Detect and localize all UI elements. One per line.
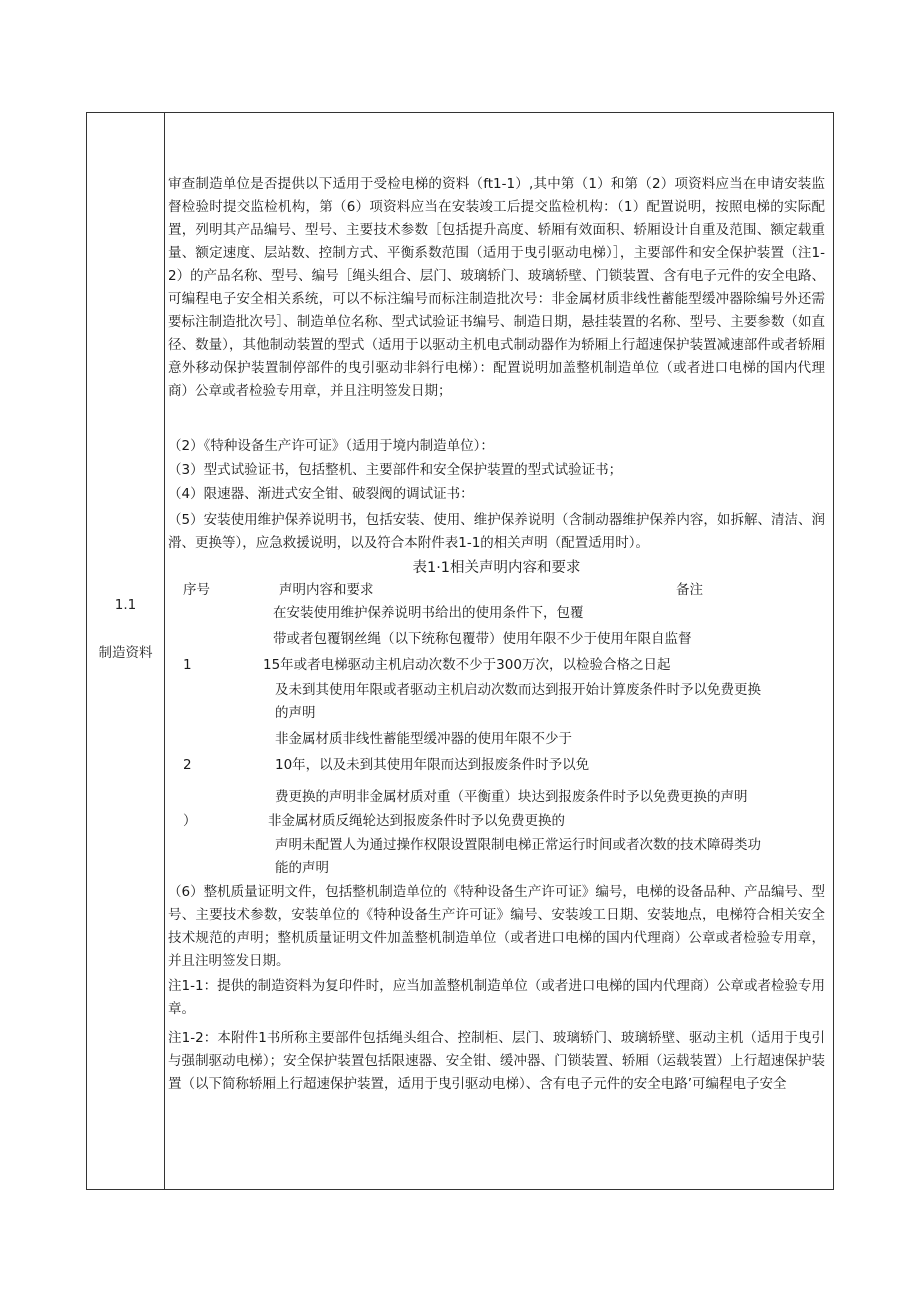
note-1-1: 注1-1：提供的制造资料为复印件时，应当加盖整机制造单位（或者进口电梯的国内代理商）公章或者检验专用章。	[168, 978, 825, 1017]
row-no-1: 1	[183, 657, 192, 673]
statement-line: 费更换的声明非金属材质对重（平衡重）块达到报废条件时予以免费更换的声明	[275, 789, 748, 805]
statement-line: 声明未配置人为通过操作权限设置限制电梯正常运行时间或者次数的技术障碍类功	[275, 837, 761, 853]
statement-line: 的声明	[275, 705, 316, 721]
item-2: （2）《特种设备生产许可证》（适用于境内制造单位）：	[168, 438, 494, 454]
statement-line: 15年或者电梯驱动主机启动次数不少于300万次，以检验合格之日起	[263, 657, 671, 673]
header-remark: 备注	[676, 582, 703, 598]
header-content: 声明内容和要求	[279, 582, 374, 598]
statement-line: 能的声明	[275, 860, 329, 876]
row-no-2: 2	[183, 757, 192, 773]
statement-line: 在安装使用维护保养说明书给出的使用条件下，包覆	[273, 605, 584, 621]
row-label: 制造资料	[98, 645, 153, 661]
item-4: （4）限速器、渐进式安全钳、破裂阀的调试证书：	[168, 486, 474, 502]
note-1-2: 注1-2：本附件1书所称主要部件包括绳头组合、控制柜、层门、玻璃轿门、玻璃轿壁、驱动主机（适用于曳引与强制驱动电梯）；安全保护装置包括限速器、安全钳、缓冲器、门锁装置、轿厢（运载装置）上行超速保护装置（以下简称轿厢上行超速保护装置，适用于曳引驱动电梯）、含有电子元件的安全电路’可编程电子安全	[168, 1030, 825, 1092]
statement-line: 非金属材质反绳轮达到报废条件时予以免费更换的	[268, 813, 565, 829]
item-6: （6）整机质量证明文件，包括整机制造单位的《特种设备生产许可证》编号，电梯的设备品种、产品编号、型号、主要技术参数，安装单位的《特种设备生产许可证》编号、安装竣工日期、安装地点，电梯符合相关安全技术规范的声明；整机质量证明文件加盖整机制造单位（或者进口电梯的国内代理商）公章或者检验专用章，并且注明签发日期。	[168, 884, 825, 969]
row-no-3: ）	[183, 813, 197, 829]
statement-line: 及未到其使用年限或者驱动主机启动次数而达到报开始计算废条件时予以免费更换	[275, 682, 761, 698]
inspection-table	[86, 112, 834, 1190]
statement-line: 带或者包覆钢丝绳（以下统称包覆带）使用年限不少于使用年限自监督	[273, 631, 692, 647]
header-no: 序号	[183, 582, 210, 598]
column-divider	[164, 113, 165, 1189]
item-5: （5）安装使用维护保养说明书，包括安装、使用、维护保养说明（含制动器维护保养内容，如拆解、清洁、润滑、更换等），应急救援说明，以及符合本附件表1-1的相关声明（配置适用时）。	[168, 512, 825, 551]
intro-paragraph: 审查制造单位是否提供以下适用于受检电梯的资料（ft1-1）,其中第（1）和第（2）项资料应当在申请安装监督检验时提交监检机构，第（6）项资料应当在安装竣工后提交监检机构：（1）配置说明，按照电梯的实际配置，列明其产品编号、型号、主要技术参数［包括提升高度、轿厢有效面积、轿厢设计自重及范围、额定载重量、额定速度、层站数、控制方式、平衡系数范围（适用于曳引驱动电梯）］，主要部件和安全保护装置（注1-2）的产品名称、型号、编号［绳头组合、层门、玻璃轿门、玻璃轿壁、门锁装置、含有电子元件的安全电路、可编程电子安全相关系统，可以不标注编号而标注制造批次号：非金属材质非线性蓄能型缓冲器除编号外还需要标注制造批次号］、制造单位名称、型式试验证书编号、制造日期，悬挂装置的名称、型号、主要参数（如直径、数量），其他制动装置的型式（适用于以驱动主机电式制动器作为轿厢上行超速保护装置减速部件或者轿厢意外移动保护装置制停部件的曳引驱动非斜行电梯）：配置说明加盖整机制造单位（或者进口电梯的国内代理商）公章或者检验专用章，并且注明签发日期；	[168, 176, 825, 399]
table-title: 表1·1相关声明内容和要求	[412, 560, 581, 576]
statement-line: 非金属材质非线性蓄能型缓冲器的使用年限不少于	[275, 731, 572, 747]
row-number: 1.1	[114, 597, 137, 613]
item-3: （3）型式试验证书，包括整机、主要部件和安全保护装置的型式试验证书；	[168, 462, 623, 478]
statement-line: 10年，以及未到其使用年限而达到报废条件时予以免	[275, 757, 590, 773]
